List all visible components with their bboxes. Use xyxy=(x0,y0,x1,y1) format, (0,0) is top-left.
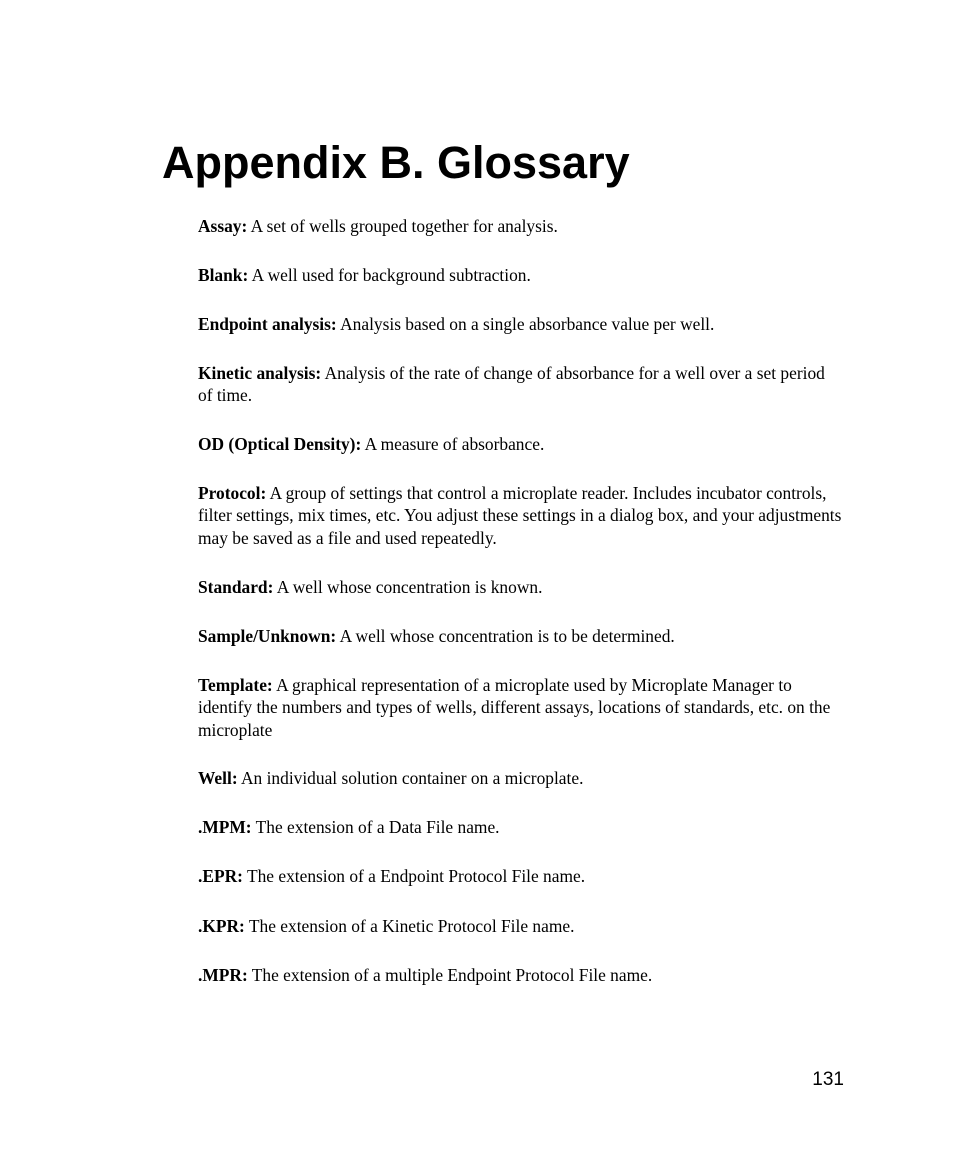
glossary-term: .EPR: xyxy=(198,866,243,886)
glossary-entry-kpr xyxy=(198,915,843,937)
glossary-term: Standard: xyxy=(198,577,274,597)
glossary-entry-assay xyxy=(198,215,843,237)
glossary-term: Protocol: xyxy=(198,483,267,503)
glossary-entry-endpoint-analysis xyxy=(198,313,843,335)
glossary-definition: A measure of absorbance. xyxy=(364,434,545,454)
glossary-definition: A group of settings that control a microplate reader. Includes incubator controls, filter settings, mix times, etc. You adjust these settings in a dialog box, and your adjustments may be saved as a file and used repeatedly. xyxy=(198,483,842,548)
glossary-definition: Analysis of the rate of change of absorbance for a well over a set period of time. xyxy=(198,363,825,406)
glossary-definition: The extension of a Data File name. xyxy=(255,817,500,837)
glossary-definition: A set of wells grouped together for analysis. xyxy=(250,216,558,236)
glossary-term: Assay: xyxy=(198,216,248,236)
page-number: 131 xyxy=(812,1069,844,1090)
glossary-entry-protocol xyxy=(198,482,843,549)
glossary-term: Well: xyxy=(198,768,238,788)
glossary-entry-mpr xyxy=(198,964,843,986)
glossary-term: .KPR: xyxy=(198,916,245,936)
glossary-definition: A graphical representation of a microplate used by Microplate Manager to identify the numbers and types of wells, different assays, locations of standards, etc. on the microplate xyxy=(198,675,831,740)
glossary-term: Sample/Unknown: xyxy=(198,626,337,646)
glossary-definition: The extension of a Kinetic Protocol File name. xyxy=(248,916,575,936)
glossary-entry-template xyxy=(198,674,843,741)
glossary-definition: Analysis based on a single absorbance value per well. xyxy=(340,314,715,334)
glossary-entry-mpm xyxy=(198,816,843,838)
glossary-definition: The extension of a multiple Endpoint Protocol File name. xyxy=(251,965,653,985)
glossary-term: .MPR: xyxy=(198,965,248,985)
glossary-entry-well xyxy=(198,767,843,789)
glossary-entry-epr xyxy=(198,865,843,887)
glossary-definition: An individual solution container on a microplate. xyxy=(241,768,584,788)
glossary-term: .MPM: xyxy=(198,817,252,837)
glossary-entry-blank xyxy=(198,264,843,286)
glossary-definition: A well whose concentration is to be determined. xyxy=(339,626,675,646)
glossary-term: Template: xyxy=(198,675,273,695)
glossary-entry-sample-unknown xyxy=(198,625,843,647)
glossary-definition: A well whose concentration is known. xyxy=(276,577,543,597)
glossary-term: Kinetic analysis: xyxy=(198,363,322,383)
page-title: Appendix B. Glossary xyxy=(162,137,630,188)
glossary-definition: The extension of a Endpoint Protocol File name. xyxy=(246,866,586,886)
glossary-entry-kinetic-analysis xyxy=(198,362,843,407)
glossary-term: Endpoint analysis: xyxy=(198,314,337,334)
glossary-entry-standard xyxy=(198,576,843,598)
glossary-entry-optical-density xyxy=(198,433,843,455)
glossary-term: OD (Optical Density): xyxy=(198,434,362,454)
glossary-definition: A well used for background subtraction. xyxy=(251,265,531,285)
glossary-term: Blank: xyxy=(198,265,249,285)
